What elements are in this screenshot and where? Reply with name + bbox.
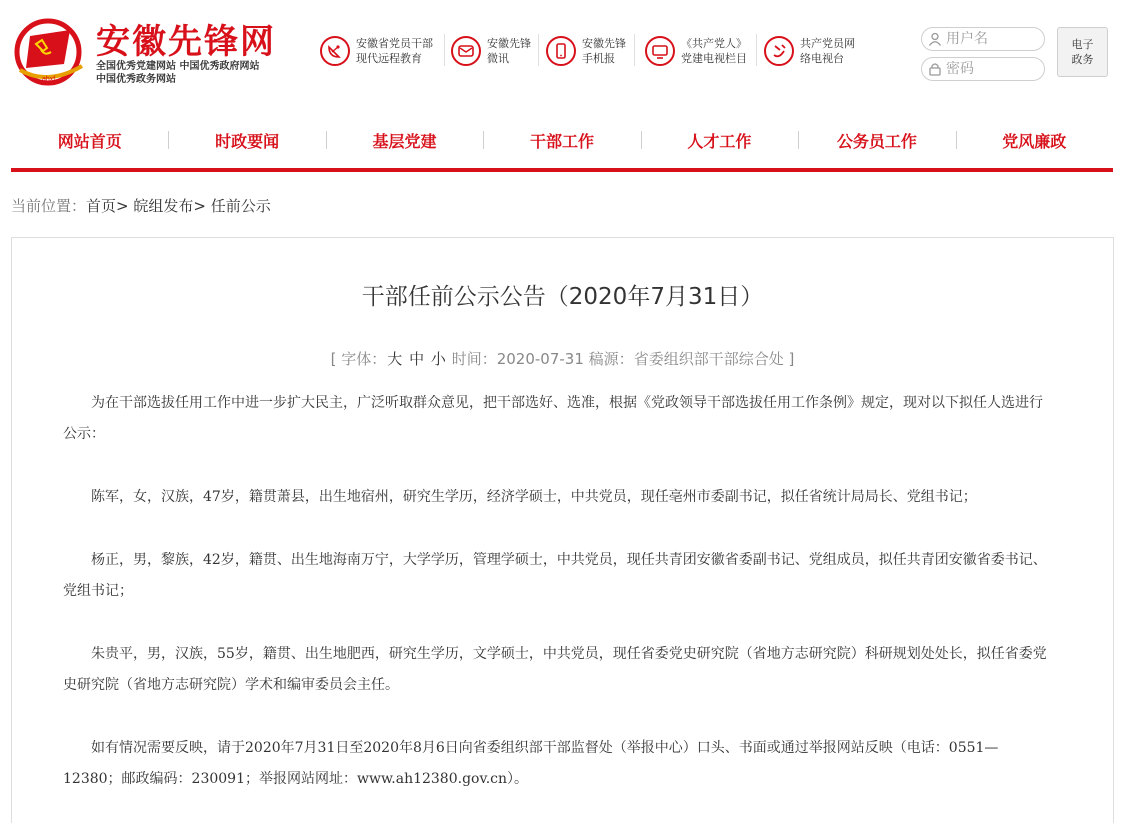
nav-item-cadre-work[interactable]: 干部工作 <box>483 121 640 159</box>
service-label-line1: 安徽省党员干部 <box>356 37 433 50</box>
password-input[interactable] <box>946 61 1036 77</box>
breadcrumb-label: 当前位置： <box>11 197 87 215</box>
mobile-phone-icon <box>546 36 576 66</box>
article-paragraph: 为在干部选拔任用工作中进一步扩大民主，广泛听取群众意见，把干部选好、选准，根据《党政领导干部选拔任用工作条例》规定，现对以下拟任人选进行公示： <box>63 395 1043 442</box>
egov-label-line1: 电子 <box>1071 38 1094 51</box>
party-flag-emblem-icon <box>12 14 88 86</box>
font-size-label: 字体： <box>341 350 387 368</box>
service-label-line1: 《共产党人》 <box>681 37 747 50</box>
nav-item-news[interactable]: 时政要闻 <box>168 121 325 159</box>
service-link-mobile-paper[interactable] <box>546 30 626 72</box>
logo-title: 安徽先锋网 <box>96 22 276 62</box>
nav-underline <box>11 168 1113 172</box>
nav-item-grassroots[interactable]: 基层党建 <box>326 121 483 159</box>
article-paragraph: 如有情况需要反映，请于2020年7月31日至2020年8月6日向省委组织部干部监督处（举报中心）口头、书面或通过举报网站反映（电话：0551—12380；邮政编码：230091；举报网站网址：www.ah12380.gov.cn）。 <box>63 740 999 787</box>
breadcrumb-wanzu-release[interactable]: 皖组发布 <box>133 197 194 215</box>
breadcrumb-separator: > <box>116 197 129 215</box>
font-size-small-button[interactable]: 小 <box>430 350 446 368</box>
article-body <box>63 388 1056 823</box>
article-paragraph: 陈军，女，汉族，47岁，籍贯萧县，出生地宿州，研究生学历，经济学硕士，中共党员，现任亳州市委副书记，拟任省统计局局长、党组书记； <box>91 489 977 505</box>
service-label-line1: 安徽先锋 <box>487 37 531 50</box>
nav-item-integrity[interactable]: 党风廉政 <box>956 121 1113 159</box>
article-meta <box>12 348 1113 369</box>
site-header <box>0 0 1123 105</box>
divider <box>756 34 757 66</box>
logo-subtitle-1: 全国优秀党建网站 中国优秀政府网站 <box>96 61 260 72</box>
message-icon <box>451 36 481 66</box>
service-label-line2: 党建电视栏目 <box>681 52 747 65</box>
font-size-large-button[interactable]: 大 <box>387 350 403 368</box>
service-label-line2: 手机报 <box>582 52 615 65</box>
nav-item-civil-servant[interactable]: 公务员工作 <box>798 121 955 159</box>
breadcrumb <box>11 195 271 216</box>
article-title: 干部任前公示公告（2020年7月31日） <box>361 284 764 310</box>
service-label-line2: 微讯 <box>487 52 509 65</box>
article-source: 省委组织部干部综合处 <box>633 350 784 368</box>
logo-emblem-text: ahxf <box>42 76 56 83</box>
article-paragraph: 杨正，男，黎族，42岁，籍贯、出生地海南万宁，大学学历，管理学硕士，中共党员，现任共青团安徽省委副书记、党组成员，拟任共青团安徽省委书记、党组书记； <box>63 552 1047 599</box>
font-size-medium-button[interactable]: 中 <box>409 350 425 368</box>
service-label-line2: 络电视台 <box>800 52 844 65</box>
service-link-weixun[interactable] <box>451 30 531 72</box>
user-icon <box>928 32 942 46</box>
article-paragraph: 朱贵平，男，汉族，55岁，籍贯、出生地肥西，研究生学历，文学硕士，中共党员，现任省委党史研究院（省地方志研究院）科研规划处处长，拟任省委党史研究院（省地方志研究院）学术和编审委员会主任。 <box>63 646 1047 693</box>
logo-subtitle-2: 中国优秀政务网站 <box>96 74 176 85</box>
nav-item-home[interactable]: 网站首页 <box>57 131 122 151</box>
egov-label-line2: 政务 <box>1071 53 1094 66</box>
service-label-line1: 共产党员网 <box>800 37 855 50</box>
main-nav <box>11 121 1113 159</box>
publish-time: 2020-07-31 <box>496 350 584 368</box>
site-logo[interactable] <box>12 10 292 88</box>
username-input[interactable] <box>946 31 1036 47</box>
divider <box>538 34 539 66</box>
breadcrumb-separator: > <box>193 197 206 215</box>
source-label: 稿源： <box>588 350 634 368</box>
lock-icon <box>928 62 942 76</box>
meta-close-bracket: ] <box>783 350 795 368</box>
breadcrumb-pre-appointment[interactable]: 任前公示 <box>210 197 271 215</box>
divider <box>444 34 445 66</box>
e-government-button[interactable] <box>1057 27 1108 77</box>
tv-icon <box>645 36 675 66</box>
time-label: 时间： <box>451 350 497 368</box>
service-link-remote-education[interactable] <box>320 30 433 72</box>
party-emblem-icon <box>764 36 794 66</box>
service-label-line1: 安徽先锋 <box>582 37 626 50</box>
password-field[interactable] <box>921 57 1045 81</box>
service-label-line2: 现代远程教育 <box>356 52 422 65</box>
service-link-party-tv[interactable] <box>764 30 855 72</box>
satellite-dish-icon <box>320 36 350 66</box>
meta-open-bracket: [ <box>330 350 342 368</box>
breadcrumb-home[interactable]: 首页 <box>86 197 117 215</box>
divider <box>634 34 635 66</box>
article-container <box>11 237 1114 823</box>
username-field[interactable] <box>921 27 1045 51</box>
nav-item-talent-work[interactable]: 人才工作 <box>641 121 798 159</box>
service-link-tv-column[interactable] <box>645 30 747 72</box>
